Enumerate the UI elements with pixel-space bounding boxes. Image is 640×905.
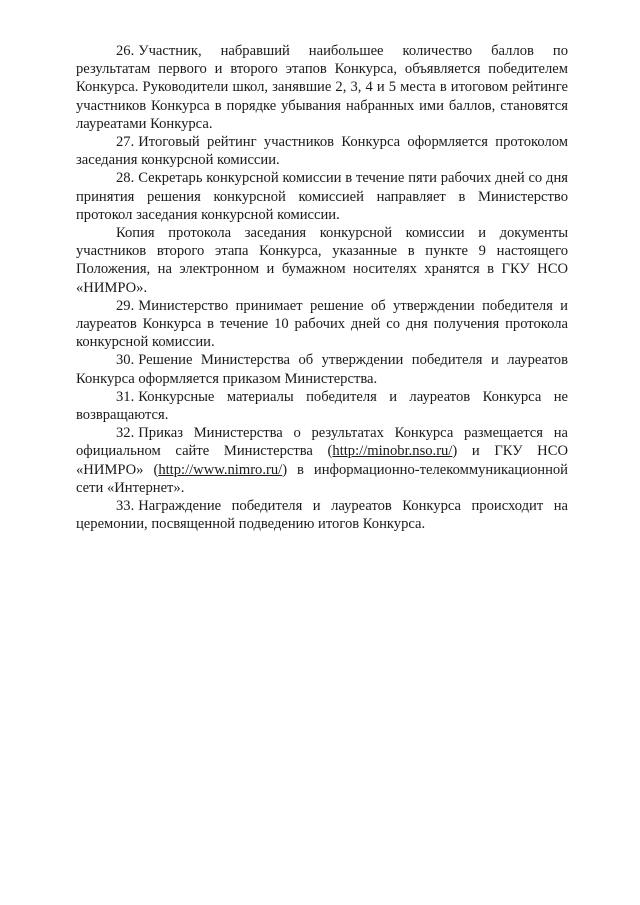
- ministry-website-link[interactable]: http://minobr.nso.ru/: [332, 443, 453, 460]
- paragraph-number: 28.: [116, 170, 135, 187]
- nimro-website-link[interactable]: http://www.nimro.ru/: [158, 461, 283, 478]
- paragraph-text: Награждение победителя и лауреатов Конкурса происходит на церемонии, посвященной подведению итогов Конкурса.: [76, 498, 568, 533]
- paragraph-text: Итоговый рейтинг участников Конкурса оформляется протоколом заседания конкурсной комиссии.: [76, 134, 568, 169]
- paragraph-26: [76, 42, 568, 133]
- paragraph-number: 31.: [116, 388, 135, 405]
- paragraph-number: 32.: [116, 425, 135, 442]
- paragraph-text: Конкурсные материалы победителя и лауреатов Конкурса не возвращаются.: [76, 388, 568, 424]
- paragraph-text: ) и ГКУ НСО «НИМРО» (: [76, 443, 568, 478]
- paragraph-text: Министерство принимает решение об утверждении победителя и лауреатов Конкурса в течение 10 рабочих дней со дня получения протокола конкурсной комиссии.: [76, 297, 568, 351]
- paragraph-number: 29.: [116, 297, 135, 314]
- paragraph-32: [76, 424, 568, 497]
- paragraph-number: 26.: [116, 43, 135, 59]
- paragraph-text: ) в информационно-телекоммуникационной сети «Интернет».: [76, 461, 568, 496]
- paragraph-33: [76, 497, 568, 533]
- paragraph-28: [76, 169, 568, 224]
- paragraph-number: 33.: [116, 498, 135, 515]
- paragraph-31: [76, 388, 568, 424]
- paragraph-protocol-copy: [76, 224, 568, 297]
- paragraph-30: [76, 351, 568, 387]
- document-body: [76, 42, 568, 533]
- paragraph-number: 30.: [116, 352, 135, 369]
- paragraph-text: Участник, набравший наибольшее количество баллов по результатам первого и второго этапов Конкурса, объявляется победителем Конкурса. Руководители школ, занявшие 2, 3, 4 и 5 места в итоговом рейтинге участников Конкурса в порядке убывания набранных ими баллов, становятся лауреатами Конкурса.: [76, 43, 568, 132]
- paragraph-text: Секретарь конкурсной комиссии в течение пяти рабочих дней со дня принятия решения конкурсной комиссией направляет в Министерство протокол заседания конкурсной комиссии.: [76, 170, 568, 223]
- paragraph-text: Копия протокола заседания конкурсной комиссии и документы участников второго этапа Конкурса, указанные в пункте 9 настоящего Положения, на электронном и бумажном носителях хранятся в ГКУ НСО «НИМРО».: [76, 225, 568, 296]
- paragraph-text: Приказ Министерства о результатах Конкурса размещается на официальном сайте Министерства (: [76, 425, 568, 460]
- paragraph-number: 27.: [116, 134, 135, 151]
- paragraph-27: [76, 133, 568, 169]
- paragraph-text: Решение Министерства об утверждении победителя и лауреатов Конкурса оформляется приказом Министерства.: [76, 352, 568, 387]
- paragraph-29: [76, 297, 568, 352]
